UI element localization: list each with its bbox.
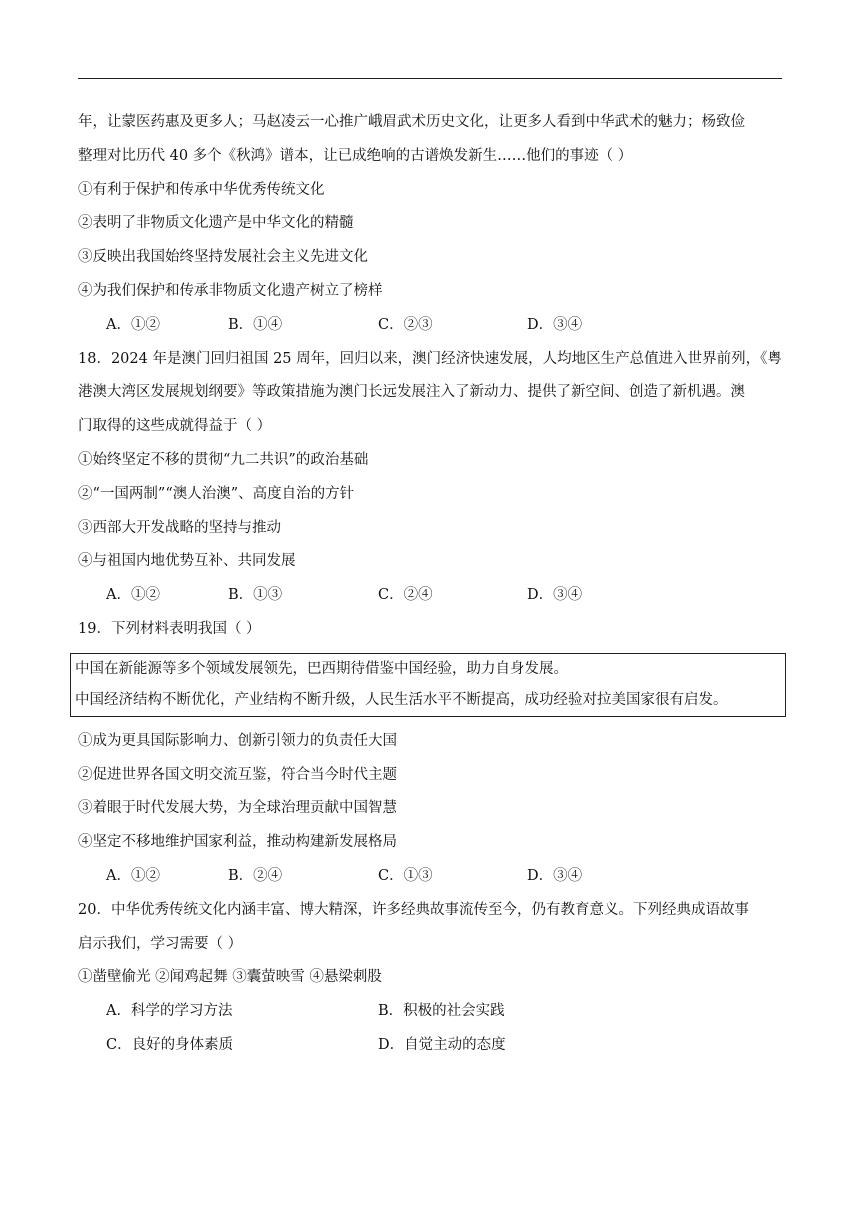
option-b[interactable]: B．①④ [228, 316, 283, 333]
statement-item: ②“一国两制”“澳人治澳”、高度自治的方针 [78, 485, 355, 502]
question-stem-line: 整理对比历代 40 多个《秋鸿》谱本，让已成绝响的古谱焕发新生……他们的事迹（ ） [78, 147, 633, 164]
story-list: ①凿壁偷光 ②闻鸡起舞 ③囊萤映雪 ④悬梁刺股 [78, 969, 382, 986]
statement-item: ③西部大开发战略的坚持与推动 [78, 519, 281, 536]
material-box [70, 653, 786, 717]
statement-item: ④为我们保护和传承非物质文化遗产树立了榜样 [78, 282, 383, 299]
statement-item: ②促进世界各国文明交流互鉴，符合当今时代主题 [78, 766, 397, 783]
option-d[interactable]: D．自觉主动的态度 [378, 1036, 506, 1053]
option-b[interactable]: B．①③ [228, 587, 283, 604]
option-d[interactable]: D．③④ [527, 587, 583, 604]
statement-item: ④坚定不移地维护国家利益，推动构建新发展格局 [78, 834, 397, 851]
option-d[interactable]: D．③④ [527, 867, 583, 884]
option-c[interactable]: C．①③ [378, 867, 433, 884]
question-17-continuation [78, 106, 782, 343]
statement-item: ③反映出我国始终坚持发展社会主义先进文化 [78, 249, 368, 266]
option-b[interactable]: B．积极的社会实践 [378, 1003, 505, 1020]
option-b[interactable]: B．②④ [228, 867, 283, 884]
question-20 [78, 894, 782, 1063]
question-18 [78, 343, 782, 613]
statement-item: ①成为更具国际影响力、创新引领力的负责任大国 [78, 732, 397, 749]
answer-options [78, 860, 782, 894]
option-a[interactable]: A．①② [106, 867, 160, 884]
statement-item: ①有利于保护和传承中华优秀传统文化 [78, 181, 325, 198]
answer-options [78, 579, 782, 613]
statement-item: ①始终坚定不移的贯彻“九二共识”的政治基础 [78, 451, 369, 468]
statement-item: ④与祖国内地优势互补、共同发展 [78, 553, 296, 570]
question-19 [75, 613, 782, 894]
statement-item: ③着眼于时代发展大势，为全球治理贡献中国智慧 [78, 800, 397, 817]
answer-options-row-1 [78, 995, 782, 1029]
question-stem-line: 港澳大湾区发展规划纲要》等政策措施为澳门长远发展注入了新动力、提供了新空间、创造了新机遇。澳 [78, 384, 745, 401]
option-a[interactable]: A．科学的学习方法 [106, 1003, 233, 1020]
material-line: 中国在新能源等多个领域发展领先，巴西期待借鉴中国经验，助力自身发展。 [75, 660, 568, 677]
answer-options-row-2 [78, 1029, 782, 1063]
question-stem-line: 启示我们，学习需要（ ） [78, 935, 243, 952]
material-line: 中国经济结构不断优化，产业结构不断升级，人民生活水平不断提高，成功经验对拉美国家很有启发。 [75, 691, 728, 708]
answer-options [78, 309, 782, 343]
option-c[interactable]: C．②③ [378, 316, 433, 333]
option-c[interactable]: C．②④ [378, 587, 433, 604]
option-a[interactable]: A．①② [106, 587, 160, 604]
option-d[interactable]: D．③④ [527, 316, 583, 333]
header-rule [78, 78, 782, 79]
exam-page-content [75, 106, 782, 1063]
statement-item: ②表明了非物质文化遗产是中华文化的精髓 [78, 215, 354, 232]
question-stem-line: 门取得的这些成就得益于（ ） [78, 418, 272, 435]
option-c[interactable]: C．良好的身体素质 [106, 1036, 234, 1053]
question-stem-line: 20．中华优秀传统文化内涵丰富、博大精深，许多经典故事流传至今，仍有教育意义。下列经典成语故事 [78, 901, 749, 918]
option-a[interactable]: A．①② [106, 316, 160, 333]
question-stem-line: 年，让蒙医药惠及更多人；马赵凌云一心推广峨眉武术历史文化，让更多人看到中华武术的魅力；杨致俭 [78, 114, 745, 130]
question-stem-line: 18．2024 年是澳门回归祖国 25 周年，回归以来，澳门经济快速发展，人均地区生产总值进入世界前列，《粤 [78, 350, 782, 367]
question-stem-line: 19．下列材料表明我国（ ） [78, 620, 261, 637]
